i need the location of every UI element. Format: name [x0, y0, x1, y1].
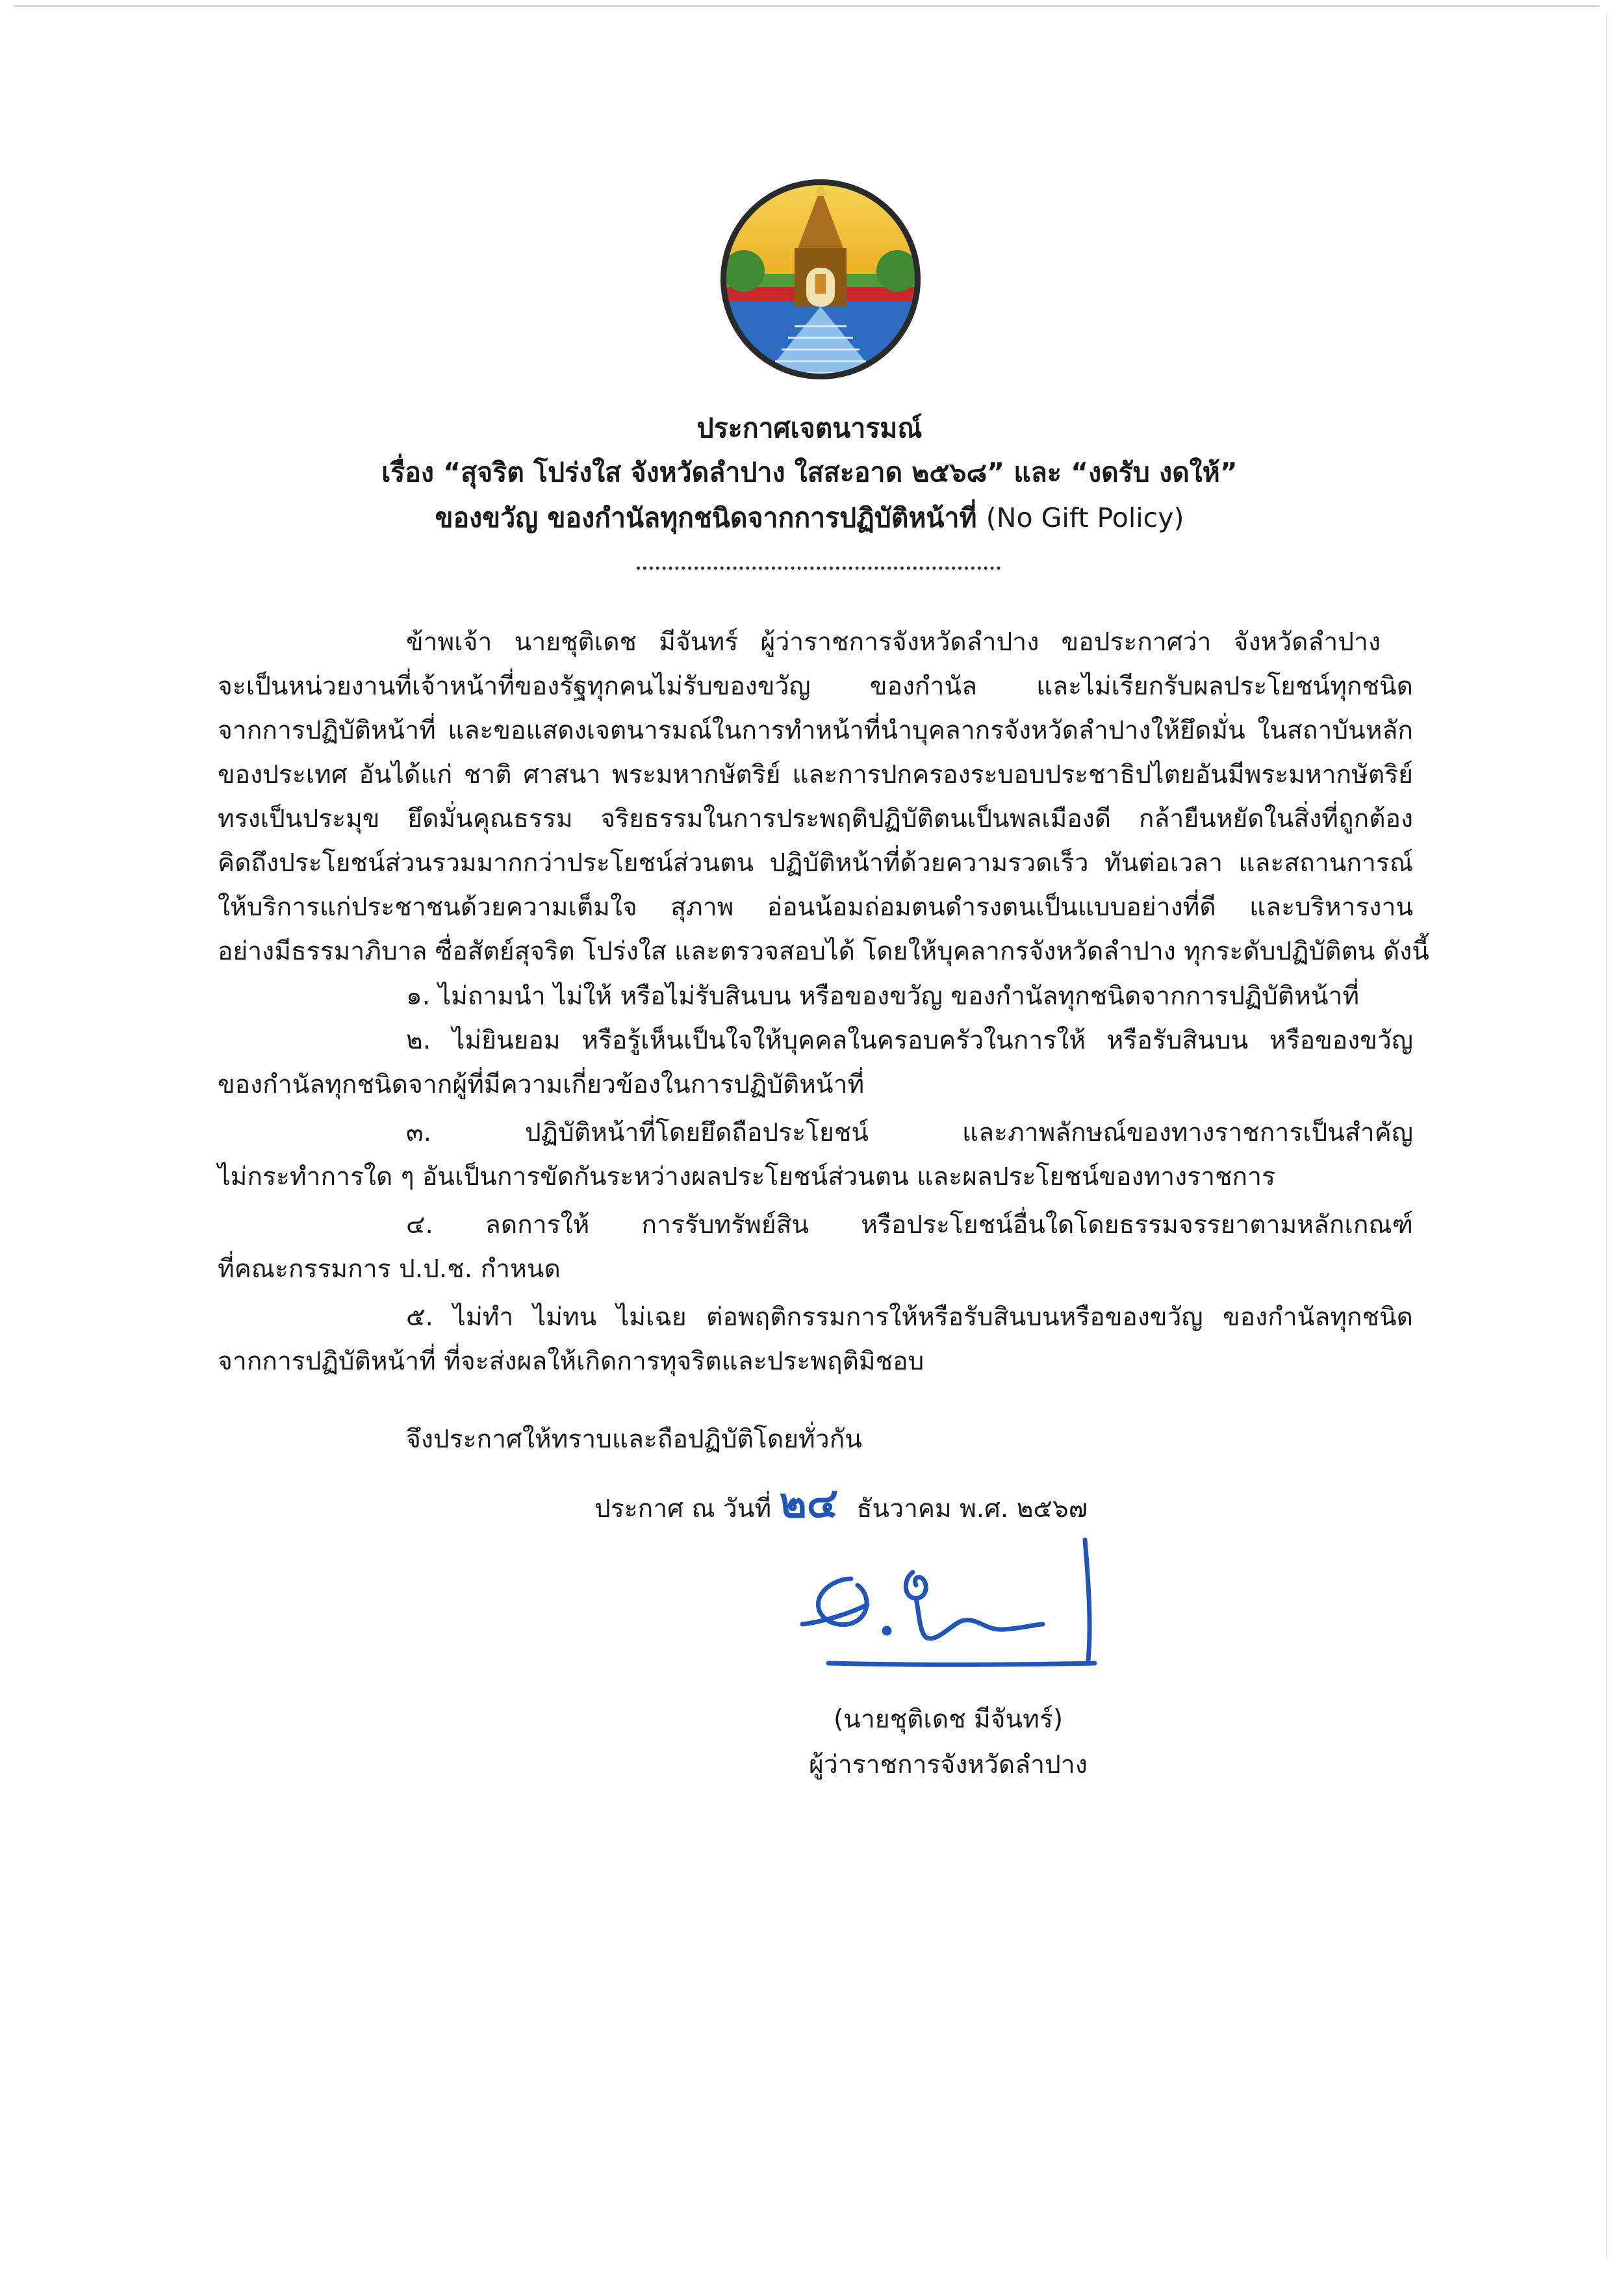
intro-line: อย่างมีธรรมาภิบาล ซื่อสัตย์สุจริต โปร่งใส และตรวจสอบได้ โดยให้บุคลากรจังหวัดลำปาง ทุกระดับปฏิบัติตน ดังนี้	[218, 937, 1429, 966]
intro-line: ของประเทศ อันได้แก่ ชาติ ศาสนา พระมหากษัตริย์ และการปกครองระบอบประชาธิปไตยอันมีพระมหากษัตริย์	[218, 760, 1413, 789]
intro-line: ทรงเป็นประมุข ยึดมั่นคุณธรรม จริยธรรมในการประพฤติปฏิบัติตนเป็นพลเมืองดี กล้ายืนหยัดในสิ่งที่ถูกต้อง	[218, 804, 1413, 834]
policy-item-2: ๒. ไม่ยินยอม หรือรู้เห็นเป็นใจให้บุคคลในครอบครัวในการให้ หรือรับสินบน หรือของขวัญ	[406, 1026, 1413, 1055]
subject-line-1: เรื่อง “สุจริต โปร่งใส จังหวัดลำปาง ใสสะอาด ๒๕๖๘” และ “งดรับ งดให้”	[381, 457, 1238, 488]
closing-statement: จึงประกาศให้ทราบและถือปฏิบัติโดยทั่วกัน	[406, 1425, 862, 1454]
policy-item-4: ๔. ลดการให้ การรับทรัพย์สิน หรือประโยชน์อื่นใดโดยธรรมจรรยาตามหลักเกณฑ์	[406, 1210, 1413, 1240]
intro-line: ให้บริการแก่ประชาชนด้วยความเต็มใจ สุภาพ อ่อนน้อมถ่อมตนดำรงตนเป็นแบบอย่างที่ดี และบริหารงาน	[218, 893, 1413, 922]
policy-item-5-continued: จากการปฏิบัติหน้าที่ ที่จะส่งผลให้เกิดการทุจริตและประพฤติมิชอบ	[218, 1347, 924, 1376]
subject-line-2	[195, 496, 1424, 540]
scan-edge-top	[13, 5, 1600, 7]
handwritten-day: ๒๔	[779, 1479, 839, 1527]
policy-item-1: ๑. ไม่ถามนำ ไม่ให้ หรือไม่รับสินบน หรือของขวัญ ของกำนัลทุกชนิดจากการปฏิบัติหน้าที่	[406, 982, 1360, 1011]
document-title: ประกาศเจตนารมณ์	[696, 413, 923, 444]
intro-line: คิดถึงประโยชน์ส่วนรวมมากกว่าประโยชน์ส่วนตน ปฏิบัติหน้าที่ด้วยความรวดเร็ว ทันต่อเวลา และสถานการณ์	[218, 848, 1413, 878]
intro-line: ข้าพเจ้า นายชุติเดช มีจันทร์ ผู้ว่าราชการจังหวัดลำปาง ขอประกาศว่า จังหวัดลำปาง	[406, 628, 1381, 657]
policy-item-4-continued: ที่คณะกรรมการ ป.ป.ช. กำหนด	[218, 1255, 561, 1284]
subject-line-2-en: (No Gift Policy)	[986, 502, 1184, 533]
policy-item-5: ๕. ไม่ทำ ไม่ทน ไม่เฉย ต่อพฤติกรรมการให้หรือรับสินบนหรือของขวัญ ของกำนัลทุกชนิด	[406, 1303, 1413, 1332]
intro-line: จะเป็นหน่วยงานที่เจ้าหน้าที่ของรัฐทุกคนไม่รับของขวัญ ของกำนัล และไม่เรียกรับผลประโยชน์ทุกชนิด	[218, 672, 1413, 701]
policy-item-2-continued: ของกำนัลทุกชนิดจากผู้ที่มีความเกี่ยวข้องในการปฏิบัติหน้าที่	[218, 1070, 865, 1099]
policy-item-3-continued: ไม่กระทำการใด ๆ อันเป็นการขัดกันระหว่างผลประโยชน์ส่วนตน และผลประโยชน์ของทางราชการ	[218, 1162, 1275, 1192]
date-suffix: ธันวาคม พ.ศ. ๒๕๖๗	[856, 1494, 1088, 1524]
policy-item-3: ๓. ปฏิบัติหน้าที่โดยยึดถือประโยชน์ และภาพลักษณ์ของทางราชการเป็นสำคัญ	[406, 1118, 1413, 1147]
scan-edge-right	[1606, 13, 1607, 2257]
signer-name: (นายชุติเดช มีจันทร์)	[834, 1705, 1064, 1734]
subject-line-2-thai: ของขวัญ ของกำนัลทุกชนิดจากการปฏิบัติหน้าที่	[435, 502, 977, 533]
announcement-date	[594, 1481, 1088, 1531]
handwritten-signature	[789, 1533, 1127, 1676]
signer-position: ผู้ว่าราชการจังหวัดลำปาง	[809, 1750, 1088, 1779]
lampang-province-seal	[718, 177, 923, 382]
intro-line: จากการปฏิบัติหน้าที่ และขอแสดงเจตนารมณ์ในการทำหน้าที่นำบุคลากรจังหวัดลำปางให้ยึดมั่น ในสถาบันหลัก	[218, 716, 1413, 745]
date-prefix: ประกาศ ณ วันที่	[594, 1494, 772, 1524]
dotted-separator	[637, 567, 1001, 570]
